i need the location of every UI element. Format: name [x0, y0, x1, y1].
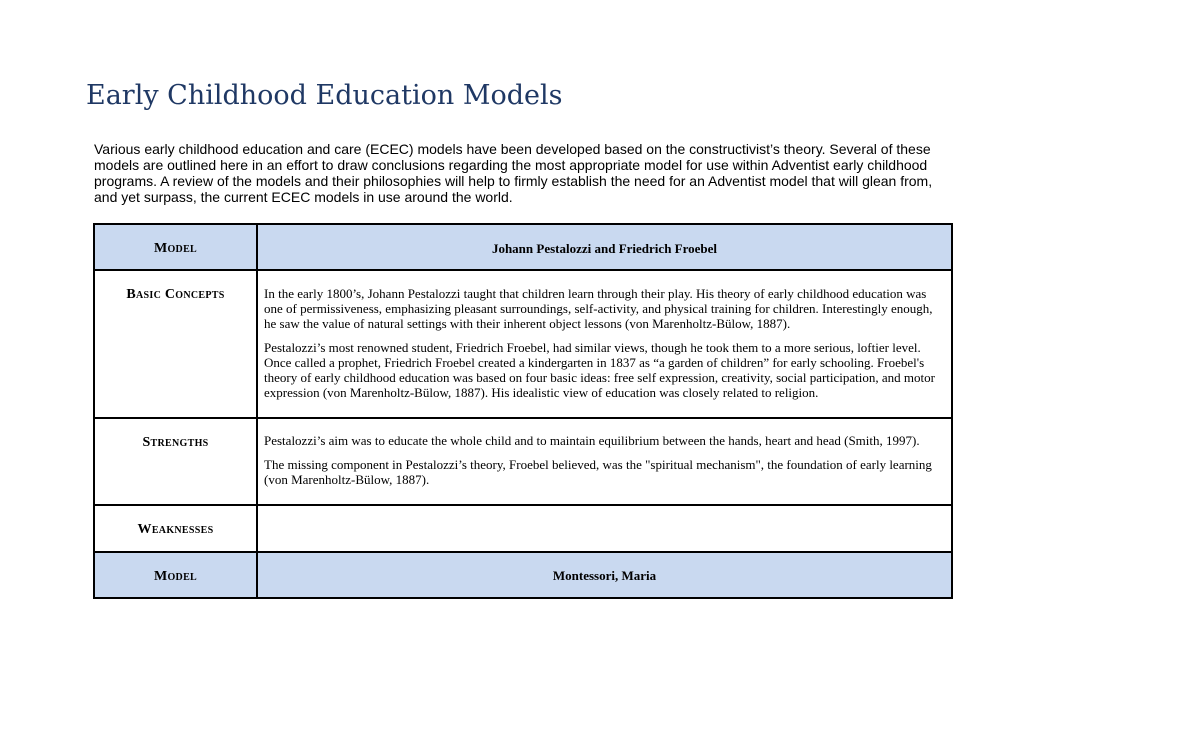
strengths-paragraph: Pestalozzi’s aim was to educate the whole child and to maintain equilibrium between the hands, heart and head (Smith, 1997).	[264, 433, 920, 448]
model-label-cell	[94, 224, 257, 270]
table-row-strengths	[94, 418, 952, 505]
model-name: Montessori, Maria	[552, 568, 657, 583]
strengths-label-cell	[94, 418, 257, 505]
table-row-basic-concepts	[94, 270, 952, 418]
model-label-cell	[94, 552, 257, 598]
basic-concepts-cell	[257, 270, 952, 418]
model-label: Model	[153, 241, 198, 256]
model-name-cell	[257, 224, 952, 270]
table-row-model-1	[94, 224, 952, 270]
basic-concepts-paragraph: Pestalozzi’s most renowned student, Friedrich Froebel, had similar views, though he took them to a more serious, loftier level. Once called a prophet, Friedrich Froebel created a kindergarten in 1837 as “a garden of children” for early schooling. Froebel's theory of early childhood education was based on four basic ideas: free self expression, creativity, social participation, and motor expression (von Marenholtz-Bülow, 1887). His idealistic view of education was closely related to religion.	[264, 340, 935, 400]
weaknesses-label-cell	[94, 505, 257, 552]
strengths-label: Strengths	[142, 435, 209, 450]
intro-paragraph: Various early childhood education and care (ECEC) models have been developed based on the constructivist’s theory. Several of these models are outlined here in an effort to draw conclusions regarding the most appropriate model for use within Adventist early childhood programs. A review of the models and their philosophies will help to firmly establish the need for an Adventist model that will glean from, and yet surpass, the current ECEC models in use around the world.	[94, 141, 933, 205]
models-table	[93, 223, 953, 599]
basic-concepts-label: Basic Concepts	[126, 287, 225, 302]
basic-concepts-label-cell	[94, 270, 257, 418]
table-row-weaknesses	[94, 505, 952, 552]
table-row-model-2	[94, 552, 952, 598]
weaknesses-label: Weaknesses	[137, 522, 214, 537]
model-label: Model	[153, 569, 198, 584]
strengths-cell	[257, 418, 952, 505]
basic-concepts-paragraph: In the early 1800’s, Johann Pestalozzi taught that children learn through their play. His theory of early childhood education was one of permissiveness, emphasizing pleasant surroundings, self-activity, and physical training for children. Interestingly enough, he saw the value of natural settings with their inherent object lessons (von Marenholtz-Bülow, 1887).	[264, 286, 933, 331]
strengths-paragraph: The missing component in Pestalozzi’s theory, Froebel believed, was the "spiritual mechanism", the foundation of early learning (von Marenholtz-Bülow, 1887).	[264, 457, 932, 487]
page-title: Early Childhood Education Models	[86, 80, 563, 111]
weaknesses-cell	[257, 505, 952, 552]
model-name: Johann Pestalozzi and Friedrich Froebel	[491, 241, 718, 256]
model-name-cell	[257, 552, 952, 598]
